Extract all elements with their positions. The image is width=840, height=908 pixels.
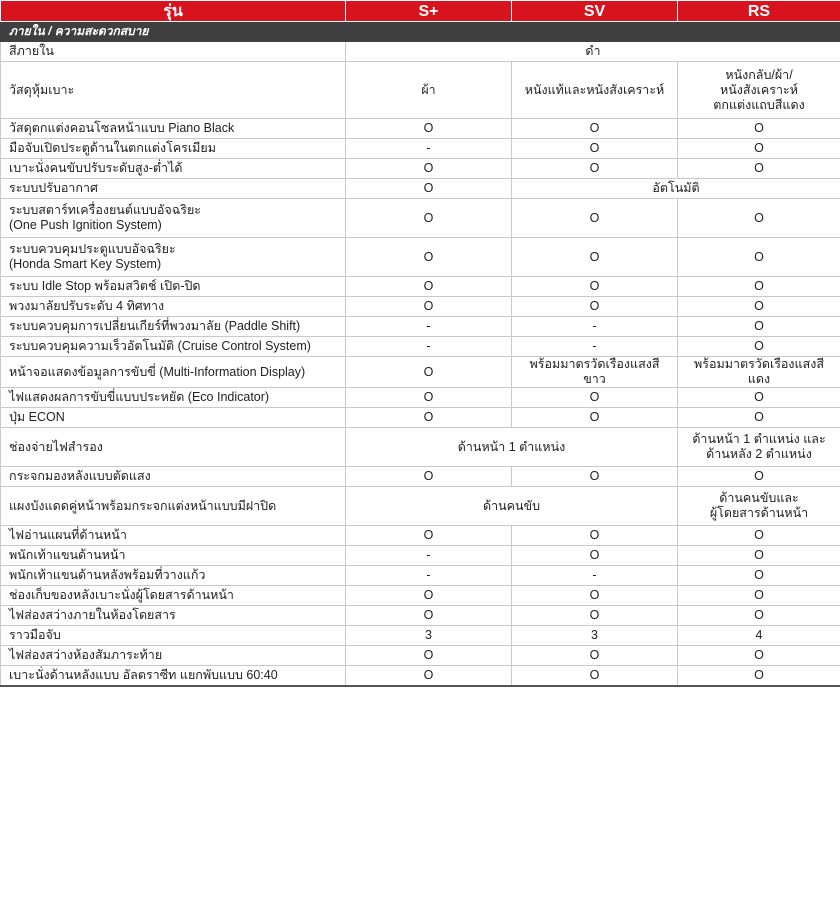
value-cell: [346, 199, 512, 238]
value-cell: [346, 317, 512, 337]
table-row: [1, 317, 840, 337]
value-cell: [512, 357, 678, 388]
cell-text: O: [589, 668, 600, 682]
cell-text: O: [754, 210, 764, 225]
value-cell: [512, 606, 678, 626]
value-cell: [512, 467, 678, 487]
value-cell: [346, 337, 512, 357]
feature-label: [1, 199, 346, 238]
cell-text: แผงบังแดดคู่หน้าพร้อมกระจกแต่งหน้าแบบมีฝาปิด: [9, 498, 277, 513]
value-cell: [512, 277, 678, 297]
cell-text: O: [589, 608, 600, 622]
value-cell: [678, 159, 840, 179]
value-cell: [346, 546, 512, 566]
cell-text: O: [589, 548, 600, 562]
table-row: [1, 337, 840, 357]
cell-text: O: [589, 279, 600, 293]
cell-text: 4: [755, 628, 763, 642]
value-cell: [512, 408, 678, 428]
cell-text: (Honda Smart Key System): [9, 257, 162, 271]
cell-text: ไฟแสดงผลการขับขี่แบบประหยัด (Eco Indicator): [9, 390, 270, 404]
section-row: [1, 22, 840, 42]
table-row: [1, 179, 840, 199]
cell-text: O: [423, 181, 434, 195]
value-cell: [512, 317, 678, 337]
cell-text: ด้านคนขับ: [482, 498, 541, 513]
feature-label: [1, 317, 346, 337]
table-row: [1, 62, 840, 119]
feature-label: [1, 238, 346, 277]
header-model: รุ่น: [1, 1, 346, 22]
table-row: [1, 139, 840, 159]
header-sv: SV: [512, 1, 678, 22]
cell-text: O: [754, 319, 764, 333]
feature-label: [1, 408, 346, 428]
feature-label: [1, 42, 346, 62]
table-row: [1, 408, 840, 428]
cell-text: O: [754, 121, 764, 135]
table-row: [1, 357, 840, 388]
cell-text: O: [423, 410, 434, 424]
feature-label: [1, 337, 346, 357]
value-cell: [512, 626, 678, 646]
value-cell: [678, 388, 840, 408]
value-cell: [346, 357, 512, 388]
value-cell: [346, 487, 678, 526]
cell-text: O: [589, 528, 600, 542]
value-cell: [512, 119, 678, 139]
cell-text: O: [423, 121, 434, 135]
cell-text: O: [589, 141, 600, 155]
cell-text: หนังสังเคราะห์: [720, 82, 798, 97]
value-cell: [512, 297, 678, 317]
value-cell: [678, 626, 840, 646]
cell-text: พร้อมมาตรวัดเรืองแสงสีขาว: [529, 357, 660, 386]
cell-text: O: [423, 648, 434, 662]
cell-text: -: [592, 568, 597, 582]
cell-text: เบาะนั่งด้านหลังแบบ อัลตราซีท แยกพับแบบ 60:40: [9, 668, 278, 682]
cell-text: อัตโนมัติ: [652, 181, 700, 195]
value-cell: [678, 546, 840, 566]
cell-text: กระจกมองหลังแบบตัดแสง: [9, 469, 151, 483]
value-cell: [346, 606, 512, 626]
cell-text: ด้านหน้า 1 ตำแหน่ง และ: [692, 432, 826, 446]
cell-text: วัสดุหุ้มเบาะ: [9, 82, 75, 97]
cell-text: -: [592, 339, 597, 353]
cell-text: พวงมาลัยปรับระดับ 4 ทิศทาง: [9, 299, 165, 313]
feature-label: [1, 62, 346, 119]
cell-text: O: [423, 364, 434, 379]
table-row: [1, 42, 840, 62]
value-cell: [678, 566, 840, 586]
cell-text: ระบบควบคุมความเร็วอัตโนมัติ (Cruise Control System): [9, 339, 311, 353]
cell-text: พนักเท้าแขนด้านหลังพร้อมที่วางแก้ว: [9, 568, 206, 582]
feature-label: [1, 586, 346, 606]
cell-text: O: [589, 469, 600, 483]
value-cell: [678, 297, 840, 317]
value-cell: [512, 199, 678, 238]
value-cell: [678, 317, 840, 337]
cell-text: ด้านคนขับและ: [719, 491, 799, 505]
table-row: [1, 428, 840, 467]
feature-label: [1, 546, 346, 566]
cell-text: O: [754, 568, 764, 582]
header-row: [1, 1, 840, 22]
value-cell: [512, 337, 678, 357]
cell-text: O: [754, 299, 764, 313]
cell-text: O: [754, 469, 764, 483]
value-cell: [346, 119, 512, 139]
value-cell: [678, 487, 840, 526]
cell-text: ระบบ Idle Stop พร้อมสวิตช์ เปิด-ปิด: [9, 279, 201, 293]
cell-text: ราวมือจับ: [9, 628, 61, 642]
feature-label: [1, 666, 346, 687]
cell-text: ไฟส่องสว่างภายในห้องโดยสาร: [9, 608, 176, 622]
feature-label: [1, 179, 346, 199]
cell-text: ระบบควบคุมประตูแบบอัจฉริยะ: [9, 242, 176, 256]
table-row: [1, 487, 840, 526]
cell-text: -: [426, 568, 431, 582]
table-row: [1, 388, 840, 408]
value-cell: [346, 626, 512, 646]
cell-text: ตกแต่งแถบสีแดง: [713, 97, 805, 112]
value-cell: [346, 586, 512, 606]
cell-text: 3: [591, 628, 598, 642]
cell-text: O: [423, 528, 434, 542]
cell-text: O: [589, 588, 600, 602]
cell-text: ไฟส่องสว่างห้องสัมภาระท้าย: [9, 648, 163, 662]
value-cell: [512, 586, 678, 606]
cell-text: -: [426, 319, 431, 333]
header-rs: RS: [678, 1, 840, 22]
value-cell: [512, 646, 678, 666]
feature-label: [1, 119, 346, 139]
cell-text: มือจับเปิดประตูด้านในตกแต่งโครเมียม: [9, 141, 216, 155]
cell-text: O: [754, 410, 764, 424]
value-cell: [512, 546, 678, 566]
value-cell: [346, 666, 512, 687]
value-cell: [678, 337, 840, 357]
cell-text: O: [423, 469, 434, 483]
cell-text: เบาะนั่งคนขับปรับระดับสูง-ต่ำได้: [9, 161, 183, 175]
cell-text: O: [423, 279, 434, 293]
cell-text: O: [754, 668, 764, 682]
table-row: [1, 666, 840, 687]
value-cell: [512, 159, 678, 179]
table-row: [1, 526, 840, 546]
cell-text: O: [423, 249, 434, 264]
cell-text: พนักเท้าแขนด้านหน้า: [9, 548, 126, 562]
feature-label: [1, 428, 346, 467]
value-cell: [678, 139, 840, 159]
feature-label: [1, 277, 346, 297]
value-cell: [678, 277, 840, 297]
cell-text: ระบบสตาร์ทเครื่องยนต์แบบอัจฉริยะ: [9, 203, 201, 217]
value-cell: [678, 357, 840, 388]
value-cell: [512, 388, 678, 408]
cell-text: O: [754, 588, 764, 602]
value-cell: [678, 238, 840, 277]
section-title: ภายใน / ความสะดวกสบาย: [1, 22, 840, 42]
value-cell: [678, 606, 840, 626]
cell-text: ระบบปรับอากาศ: [9, 181, 98, 195]
value-cell: [346, 566, 512, 586]
table-row: [1, 159, 840, 179]
feature-label: [1, 526, 346, 546]
feature-label: [1, 467, 346, 487]
feature-label: [1, 159, 346, 179]
table-row: [1, 277, 840, 297]
cell-text: ด้านหน้า 1 ตำแหน่ง: [457, 439, 566, 454]
value-cell: [512, 139, 678, 159]
value-cell: [512, 62, 678, 119]
cell-text: ผู้โดยสารด้านหน้า: [709, 506, 809, 520]
value-cell: [346, 297, 512, 317]
cell-text: หนังกลับ/ผ้า/: [725, 67, 793, 82]
cell-text: ด้านหลัง 2 ตำแหน่ง: [706, 447, 812, 461]
cell-text: ผ้า: [421, 82, 436, 97]
cell-text: O: [754, 390, 764, 404]
value-cell: [346, 277, 512, 297]
cell-text: ดำ: [585, 44, 601, 58]
cell-text: -: [426, 339, 431, 353]
value-cell: [346, 388, 512, 408]
feature-label: [1, 388, 346, 408]
feature-label: [1, 566, 346, 586]
value-cell: [678, 408, 840, 428]
cell-text: 3: [425, 628, 432, 642]
cell-text: O: [589, 390, 600, 404]
value-cell: [678, 428, 840, 467]
value-cell: [512, 179, 840, 199]
feature-label: [1, 606, 346, 626]
cell-text: O: [589, 161, 600, 175]
value-cell: [346, 42, 840, 62]
value-cell: [346, 179, 512, 199]
cell-text: O: [589, 648, 600, 662]
cell-text: ช่องจ่ายไฟสำรอง: [9, 439, 103, 454]
cell-text: ปุ่ม ECON: [9, 410, 65, 424]
header-s-plus: S+: [346, 1, 512, 22]
value-cell: [512, 666, 678, 687]
value-cell: [512, 526, 678, 546]
cell-text: O: [754, 608, 764, 622]
cell-text: O: [423, 668, 434, 682]
cell-text: O: [754, 528, 764, 542]
value-cell: [678, 586, 840, 606]
cell-text: O: [754, 279, 764, 293]
cell-text: วัสดุตกแต่งคอนโซลหน้าแบบ Piano Black: [9, 121, 235, 135]
feature-label: [1, 297, 346, 317]
feature-label: [1, 487, 346, 526]
value-cell: [678, 526, 840, 546]
value-cell: [346, 526, 512, 546]
feature-label: [1, 626, 346, 646]
table-row: [1, 646, 840, 666]
value-cell: [512, 238, 678, 277]
cell-text: O: [423, 608, 434, 622]
value-cell: [678, 62, 840, 119]
value-cell: [678, 666, 840, 687]
cell-text: O: [589, 410, 600, 424]
cell-text: O: [754, 161, 764, 175]
cell-text: O: [754, 249, 764, 264]
value-cell: [512, 566, 678, 586]
value-cell: [346, 408, 512, 428]
cell-text: ช่องเก็บของหลังเบาะนั่งผู้โดยสารด้านหน้า: [9, 588, 234, 602]
cell-text: O: [754, 548, 764, 562]
value-cell: [346, 62, 512, 119]
cell-text: O: [423, 161, 434, 175]
cell-text: ไฟอ่านแผนที่ด้านหน้า: [9, 528, 127, 542]
cell-text: O: [423, 390, 434, 404]
feature-label: [1, 139, 346, 159]
cell-text: O: [589, 299, 600, 313]
spec-body: [1, 22, 840, 687]
table-row: [1, 586, 840, 606]
cell-text: O: [423, 588, 434, 602]
cell-text: O: [423, 210, 434, 225]
table-row: [1, 238, 840, 277]
value-cell: [346, 428, 678, 467]
value-cell: [346, 139, 512, 159]
cell-text: พร้อมมาตรวัดเรืองแสงสีแดง: [694, 357, 824, 386]
table-row: [1, 566, 840, 586]
feature-label: [1, 357, 346, 388]
cell-text: -: [426, 548, 431, 562]
cell-text: สีภายใน: [9, 44, 54, 58]
cell-text: หนังแท้และหนังสังเคราะห์: [524, 82, 665, 97]
value-cell: [678, 119, 840, 139]
cell-text: (One Push Ignition System): [9, 218, 162, 232]
cell-text: O: [754, 339, 764, 353]
table-row: [1, 467, 840, 487]
cell-text: O: [589, 121, 600, 135]
value-cell: [346, 467, 512, 487]
feature-label: [1, 646, 346, 666]
cell-text: O: [754, 648, 764, 662]
cell-text: O: [589, 249, 600, 264]
table-row: [1, 119, 840, 139]
table-row: [1, 606, 840, 626]
cell-text: -: [592, 319, 597, 333]
value-cell: [346, 159, 512, 179]
cell-text: O: [754, 141, 764, 155]
value-cell: [678, 646, 840, 666]
value-cell: [678, 467, 840, 487]
cell-text: ระบบควบคุมการเปลี่ยนเกียร์ที่พวงมาลัย (Paddle Shift): [9, 319, 301, 333]
table-row: [1, 626, 840, 646]
table-row: [1, 546, 840, 566]
table-row: [1, 297, 840, 317]
value-cell: [678, 199, 840, 238]
cell-text: O: [589, 210, 600, 225]
cell-text: O: [423, 299, 434, 313]
cell-text: หน้าจอแสดงข้อมูลการขับขี่ (Multi-Information Display): [9, 364, 306, 379]
cell-text: -: [426, 141, 431, 155]
table-row: [1, 199, 840, 238]
value-cell: [346, 238, 512, 277]
value-cell: [346, 646, 512, 666]
